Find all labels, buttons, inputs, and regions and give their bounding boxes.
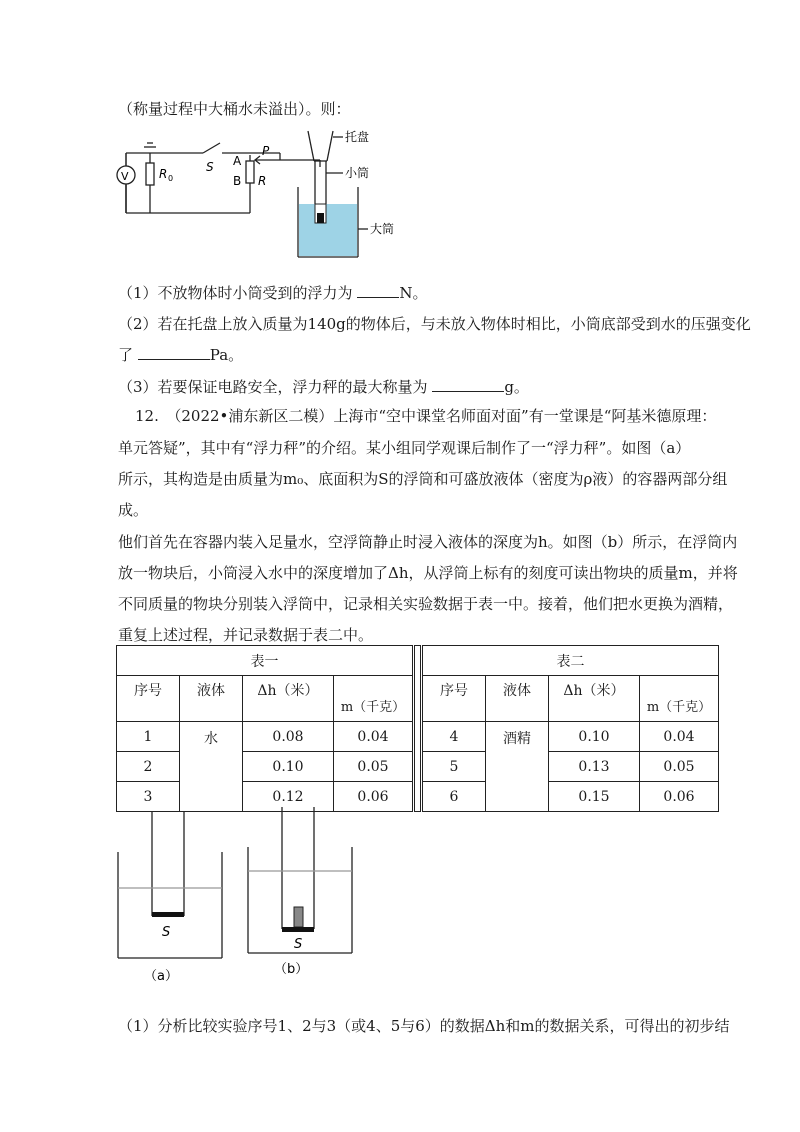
- problem12-line7: 不同质量的物块分别装入浮筒中，记录相关实验数据于表一中。接着，他们把水更换为酒精，: [118, 595, 734, 613]
- circuit-diagram: [108, 125, 418, 265]
- question-2-cont: 了 Pa。: [118, 346, 244, 364]
- intro-line: （称量过程中大桶水未溢出）。则：: [118, 100, 351, 118]
- data-table: [116, 645, 719, 812]
- blank-1[interactable]: [357, 283, 399, 298]
- r0-subscript: 0: [168, 174, 174, 183]
- header-dh: Δh（米）: [243, 676, 334, 722]
- header-liquid-2: 液体: [486, 676, 549, 722]
- r0-label: R: [159, 167, 168, 181]
- voltmeter-label: V: [121, 170, 129, 183]
- table-row: 3 0.12 0.06 6 0.15 0.06: [117, 782, 719, 812]
- p-label: P: [262, 144, 270, 158]
- header-no: 序号: [117, 676, 180, 722]
- problem12-line8: 重复上述过程，并记录数据于表二中。: [118, 626, 374, 644]
- table2-title: 表二: [422, 646, 719, 676]
- figure-b-caption: （b）: [274, 962, 309, 977]
- figure-b-s-label: S: [294, 937, 303, 952]
- table2-liquid: 酒精: [486, 722, 549, 812]
- header-liquid: 液体: [180, 676, 243, 722]
- header-dh-2: Δh（米）: [549, 676, 640, 722]
- table1-liquid: 水: [180, 722, 243, 812]
- figure-a-caption: （a）: [144, 969, 178, 984]
- question-1: （1）不放物体时小筒受到的浮力为 N。: [118, 284, 428, 302]
- blank-3[interactable]: [432, 377, 504, 392]
- figure-a: [110, 810, 230, 990]
- r-label: R: [258, 174, 267, 188]
- small-tube-label: 小筒: [345, 166, 370, 180]
- header-m-2: m（千克）: [640, 676, 719, 722]
- figure-a-s-label: S: [162, 925, 171, 940]
- problem12-line3: 所示，其构造是由质量为m₀、底面积为S的浮筒和可盛放液体（密度为ρ液）的容器两部分组: [118, 470, 728, 488]
- problem12-line4: 成。: [118, 501, 149, 519]
- b-label: B: [233, 174, 242, 188]
- header-m: m（千克）: [334, 676, 414, 722]
- blank-2[interactable]: [138, 345, 210, 360]
- table1-title: 表一: [117, 646, 414, 676]
- problem12-line1: 12. （2022•浦东新区二模）上海市“空中课堂名师面对面”有一堂课是“阿基米德原理：: [135, 407, 717, 425]
- problem12-line6: 放一物块后，小筒浸入水中的深度增加了Δh，从浮筒上标有的刻度可读出物块的质量m，并将: [118, 564, 738, 582]
- tray-label: 托盘: [345, 130, 370, 144]
- big-tube-label: 大筒: [370, 222, 395, 236]
- switch-label: S: [206, 160, 214, 174]
- a-label: A: [233, 154, 242, 168]
- header-no-2: 序号: [422, 676, 486, 722]
- question-2: （2）若在托盘上放入质量为140g的物体后，与未放入物体时相比，小筒底部受到水的压强变化: [118, 315, 751, 333]
- problem12-line5: 他们首先在容器内装入足量水，空浮筒静止时浸入液体的深度为h。如图（b）所示，在浮筒内: [118, 533, 738, 551]
- problem12-line2: 单元答疑”，其中有“浮力秤”的介绍。某小组同学观课后制作了一“浮力秤”。如图（a）: [118, 439, 691, 457]
- question-3: （3）若要保证电路安全，浮力秤的最大称量为 g。: [118, 378, 529, 396]
- figure-b: [240, 805, 360, 985]
- water-fill: [299, 204, 357, 256]
- table-row: 1 水 0.08 0.04 4 酒精 0.10 0.04: [117, 722, 719, 752]
- final-question: （1）分析比较实验序号1、2与3（或4、5与6）的数据Δh和m的数据关系，可得出的初步结: [118, 1017, 730, 1035]
- table-row: 2 0.10 0.05 5 0.13 0.05: [117, 752, 719, 782]
